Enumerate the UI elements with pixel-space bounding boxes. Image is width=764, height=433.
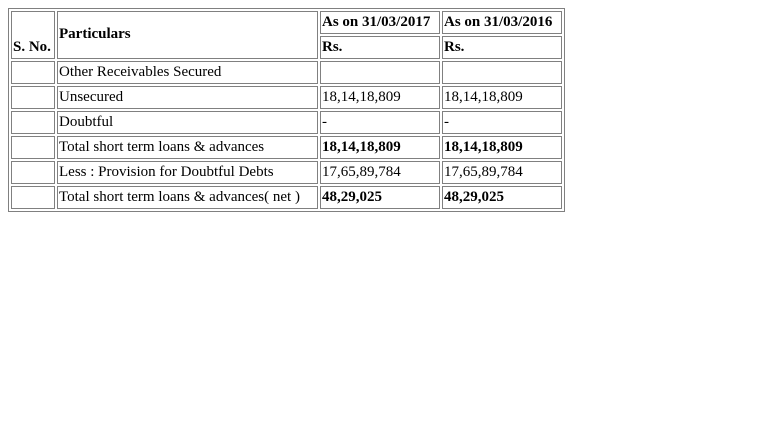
header-unit-2017: Rs.: [320, 36, 440, 59]
header-particulars: Particulars: [57, 11, 318, 59]
row-value-2016: -: [442, 111, 562, 134]
row-sno: [11, 136, 55, 159]
loans-table-container: [8, 8, 565, 212]
table-row: [11, 111, 562, 134]
row-sno: [11, 186, 55, 209]
row-particular: Total short term loans & advances: [57, 136, 318, 159]
row-sno: [11, 86, 55, 109]
row-particular: Total short term loans & advances( net ): [57, 186, 318, 209]
header-row-1: [11, 11, 562, 34]
short-term-loans-table: [8, 8, 565, 212]
header-sno: S. No.: [11, 11, 55, 59]
table-row: [11, 186, 562, 209]
row-particular: Doubtful: [57, 111, 318, 134]
row-value-2016: 18,14,18,809: [442, 86, 562, 109]
row-value-2016: 18,14,18,809: [442, 136, 562, 159]
row-particular: Unsecured: [57, 86, 318, 109]
row-value-2017: [320, 61, 440, 84]
row-value-2016: 48,29,025: [442, 186, 562, 209]
row-value-2017: 17,65,89,784: [320, 161, 440, 184]
row-sno: [11, 61, 55, 84]
header-col-2017: As on 31/03/2017: [320, 11, 440, 34]
table-row: [11, 61, 562, 84]
row-value-2016: [442, 61, 562, 84]
row-particular: Less : Provision for Doubtful Debts: [57, 161, 318, 184]
row-particular: Other Receivables Secured: [57, 61, 318, 84]
row-sno: [11, 111, 55, 134]
row-value-2017: 18,14,18,809: [320, 86, 440, 109]
row-value-2017: 18,14,18,809: [320, 136, 440, 159]
row-sno: [11, 161, 55, 184]
table-body: [11, 11, 562, 209]
header-col-2016: As on 31/03/2016: [442, 11, 562, 34]
row-value-2017: -: [320, 111, 440, 134]
row-value-2016: 17,65,89,784: [442, 161, 562, 184]
table-row: [11, 161, 562, 184]
row-value-2017: 48,29,025: [320, 186, 440, 209]
header-unit-2016: Rs.: [442, 36, 562, 59]
table-row: [11, 86, 562, 109]
table-row: [11, 136, 562, 159]
